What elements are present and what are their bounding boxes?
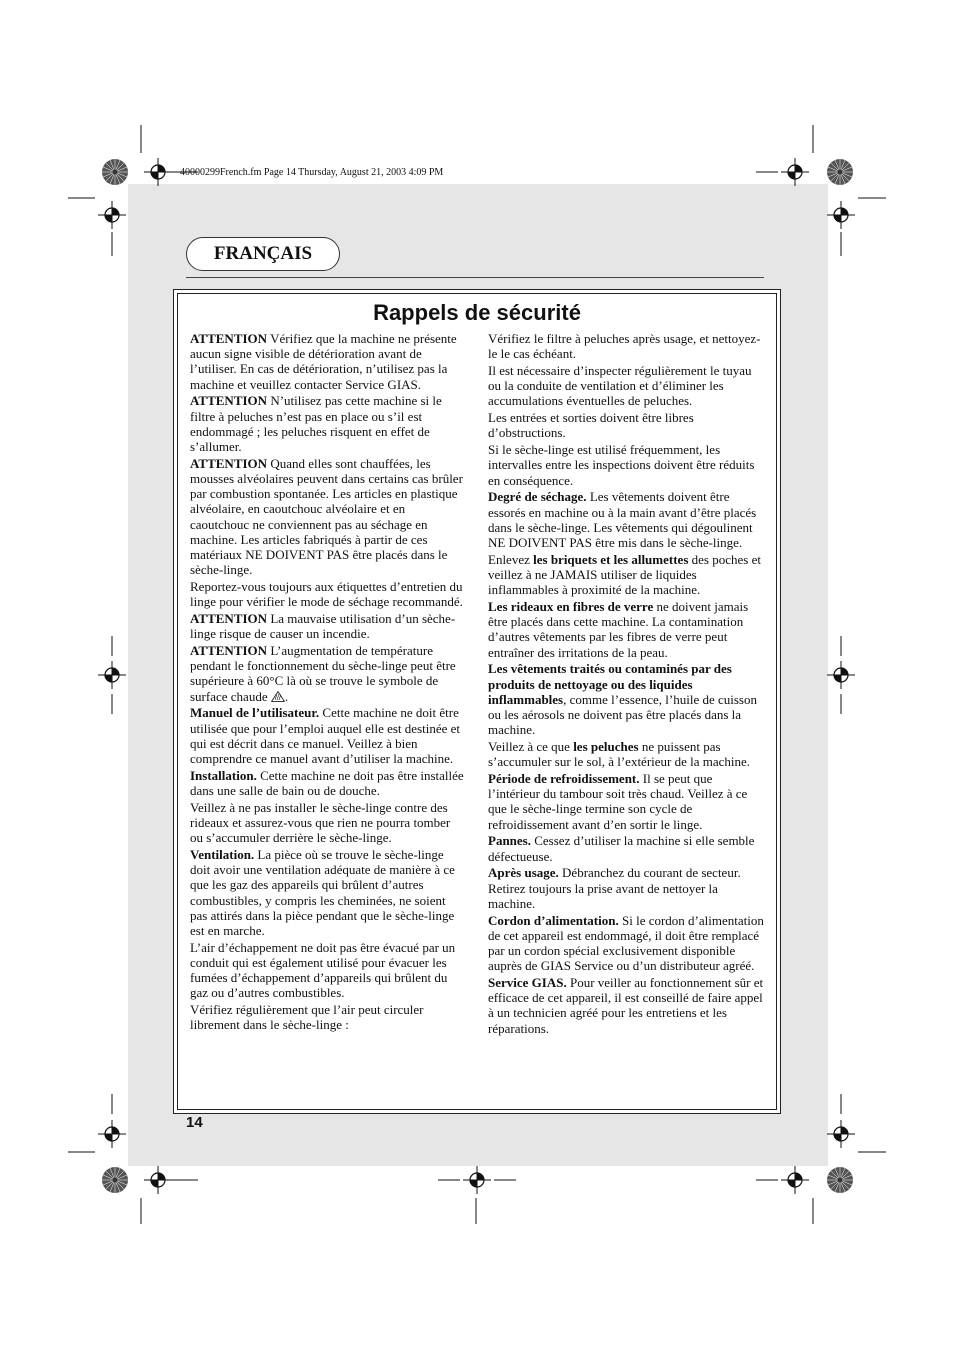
paragraph-text: ne puissent pas s’accumuler sur le sol, à l’extérieur de la machine. xyxy=(488,739,751,770)
registration-mark xyxy=(827,661,855,689)
paragraph-emphasis: les briquets et les allumettes xyxy=(533,551,689,567)
paragraph-lead: Les vêtements traités ou contaminés par des produits de nettoyage ou des liquides inflammables xyxy=(488,661,732,707)
left-text-column xyxy=(190,331,466,1034)
color-bar-mark xyxy=(827,1167,853,1193)
paragraph xyxy=(190,611,466,641)
paragraph-pre: Enlevez xyxy=(488,551,534,567)
paragraph xyxy=(190,579,466,609)
header-rule xyxy=(186,277,764,278)
paragraph-lead: ATTENTION xyxy=(190,393,268,409)
paragraph-text: L’augmentation de température pendant le fonctionnement du sèche-linge peut être supérieure à 60°C là où se trouve le symbole de surface chaude xyxy=(190,643,456,704)
registration-mark xyxy=(781,1166,809,1194)
paragraph xyxy=(190,705,466,766)
paragraph-text: Si le cordon d’alimentation de cet appareil est endommagé, il doit être remplacé par un cordon spécial exclusivement disponible auprès de GIAS Service ou d’un distributeur agréé. xyxy=(488,912,764,974)
paragraph-lead: Pannes. xyxy=(488,833,531,849)
registration-mark xyxy=(463,1166,491,1194)
paragraph-text: Vérifiez que la machine ne présente aucun signe visible de détérioration avant de l’utiliser. En cas de détérioration, n’utilisez pas la machine et veuillez contacter Service GIAS. xyxy=(190,331,457,392)
paragraph-text: Si le sèche-linge est utilisé fréquemment, les intervalles entre les inspections doivent être réduits en conséquence. xyxy=(488,442,755,488)
paragraph-text: Quand elles sont chauffées, les mousses alvéolaires peuvent dans certains cas brûler par combustion spontanée. Les articles en plastique alvéolaire, en caoutchouc alvéolaire et en caoutchouc ne conviennent pas au séchage en machine. Les articles fabriqués à partir de ces matériaux NE DOIVENT PAS être placés dans le sèche-linge. xyxy=(190,455,463,578)
paragraph-lead: Service GIAS. xyxy=(488,975,567,991)
paragraph-text: Reportez-vous toujours aux étiquettes d’entretien du linge pour vérifier le mode de séchage recommandé. xyxy=(190,579,463,610)
paragraph xyxy=(488,489,766,550)
paragraph-text: N’utilisez pas cette machine si le filtre à peluches n’est pas en place ou s’il est endommagé ; les peluches risquent en effet de s’allumer. xyxy=(190,393,442,455)
paragraph-text: Les vêtements doivent être essorés en machine ou à la main avant d’être placés dans le sèche-linge. Les vêtements qui dégoulinent NE DOIVENT PAS être mis dans le sèche-linge. xyxy=(488,489,757,551)
paragraph-text: Veillez à ne pas installer le sèche-linge contre des rideaux et assurez-vous que rien ne pourra tomber ou s’accumuler derrière le sèche-linge. xyxy=(190,799,451,846)
paragraph xyxy=(190,393,466,454)
page-number: 14 xyxy=(186,1114,203,1131)
paragraph-text: , comme l’essence, l’huile de cuisson ou les aérosols ne doivent pas être placés dans la machine. xyxy=(488,691,757,738)
paragraph-tail: . xyxy=(284,688,289,704)
paragraph xyxy=(190,456,466,578)
file-info-header: 40000299French.fm Page 14 Thursday, August 21, 2003 4:09 PM xyxy=(180,167,444,178)
paragraph-text: La mauvaise utilisation d’un sèche-linge risque de causer un incendie. xyxy=(190,611,456,642)
paragraph xyxy=(488,771,766,832)
paragraph-text: L’air d’échappement ne doit pas être évacué par un conduit qui est également utilisé pour évacuer les fumées d’échappement d’appareils qui brûlent du gaz ou d’autres combustibles. xyxy=(190,939,456,1001)
registration-mark xyxy=(98,661,126,689)
paragraph xyxy=(488,865,766,911)
paragraph-lead: Après usage. xyxy=(488,865,559,881)
paragraph xyxy=(488,739,766,769)
paragraph-lead: Cordon d’alimentation. xyxy=(488,912,619,928)
paragraph-emphasis: les peluches xyxy=(573,739,639,755)
paragraph xyxy=(488,552,766,598)
paragraph-lead: ATTENTION xyxy=(190,331,268,346)
paragraph xyxy=(190,940,466,1001)
paragraph-text: Il se peut que l’intérieur du tambour soit très chaud. Veillez à ce que le sèche-linge termine son cycle de refroidissement avant d’en sortir le linge. xyxy=(488,771,748,832)
paragraph-lead: ATTENTION xyxy=(190,455,268,471)
paragraph xyxy=(488,442,766,488)
registration-mark xyxy=(98,201,126,229)
color-bar-mark xyxy=(102,1167,128,1193)
paragraph xyxy=(190,768,466,798)
paragraph xyxy=(488,363,766,409)
safety-box-title: Rappels de sécurité xyxy=(373,300,581,325)
right-text-column xyxy=(488,331,766,1037)
paragraph xyxy=(488,661,766,737)
paragraph-text: Vérifiez le filtre à peluches après usage, et nettoyez-le le cas échéant. xyxy=(488,331,761,362)
registration-mark xyxy=(144,158,172,186)
registration-mark xyxy=(98,1120,126,1148)
registration-mark xyxy=(144,1166,172,1194)
paragraph-lead: Ventilation. xyxy=(190,847,255,863)
paragraph-text: Cette machine ne doit pas être installée dans une salle de bain ou de douche. xyxy=(190,767,464,799)
paragraph xyxy=(488,331,766,361)
paragraph-text: La pièce où se trouve le sèche-linge doit avoir une ventilation adéquate de manière à ce que les gaz des appareils qui brûlent d’autres combustibles, y compris les cheminées, ne soient pas attirés dans la pièce pendant que le sèche-linge est en marche. xyxy=(190,847,455,939)
paragraph-text: ne doivent jamais être placés dans cette machine. La contamination d’autres vêtements par les fibres de verre peut entraîner des irritations de la peau. xyxy=(488,599,749,660)
paragraph xyxy=(488,599,766,660)
color-bar-mark xyxy=(102,159,128,185)
paragraph-text: Vérifiez régulièrement que l’air peut circuler librement dans le sèche-linge : xyxy=(190,1002,424,1033)
paragraph xyxy=(488,975,766,1036)
paragraph-lead: ATTENTION xyxy=(190,611,268,627)
hot-surface-icon xyxy=(271,691,285,702)
paragraph xyxy=(190,331,466,392)
paragraph-text: Pour veiller au fonctionnement sûr et efficace de cet appareil, il est conseillé de faire appel à un technicien agréé pour les entretiens et les réparations. xyxy=(488,975,764,1036)
paragraph xyxy=(190,643,466,704)
language-tab: FRANÇAIS xyxy=(186,237,340,271)
registration-mark xyxy=(827,201,855,229)
paragraph-text: Débranchez du courant de secteur. Retirez toujours la prise avant de nettoyer la machine. xyxy=(488,865,741,911)
paragraph xyxy=(190,847,466,938)
color-bar-mark xyxy=(827,159,853,185)
paragraph-lead: ATTENTION xyxy=(190,643,268,659)
paragraph-lead: Installation. xyxy=(190,767,257,783)
paragraph-text: des poches et veillez à ne JAMAIS utiliser de liquides inflammables à proximité de la machine. xyxy=(488,551,761,598)
paragraph-text: Cette machine ne doit être utilisée que pour l’emploi auquel elle est destinée et qui est décrit dans ce manuel. Veillez à bien comprendre ce manuel avant d’utiliser la machine. xyxy=(190,705,461,767)
registration-mark xyxy=(781,158,809,186)
paragraph xyxy=(190,1002,466,1032)
paragraph-lead: Les rideaux en fibres de verre xyxy=(488,599,654,615)
paragraph xyxy=(190,800,466,846)
paragraph xyxy=(488,410,766,440)
paragraph-text: Cessez d’utiliser la machine si elle semble défectueuse. xyxy=(488,833,755,864)
paragraph-text: Il est nécessaire d’inspecter régulièrement le tuyau ou la conduite de ventilation et d’éliminer les accumulations éventuelles de peluches. xyxy=(488,363,752,409)
paragraph-lead: Degré de séchage. xyxy=(488,489,587,505)
paragraph xyxy=(488,833,766,863)
paragraph-lead: Période de refroidissement. xyxy=(488,771,640,787)
paragraph-lead: Manuel de l’utilisateur. xyxy=(190,705,320,721)
registration-mark xyxy=(827,1120,855,1148)
paragraph-pre: Veillez à ce que xyxy=(488,739,574,755)
paragraph-text: Les entrées et sorties doivent être libres d’obstructions. xyxy=(488,410,694,441)
paragraph xyxy=(488,913,766,974)
